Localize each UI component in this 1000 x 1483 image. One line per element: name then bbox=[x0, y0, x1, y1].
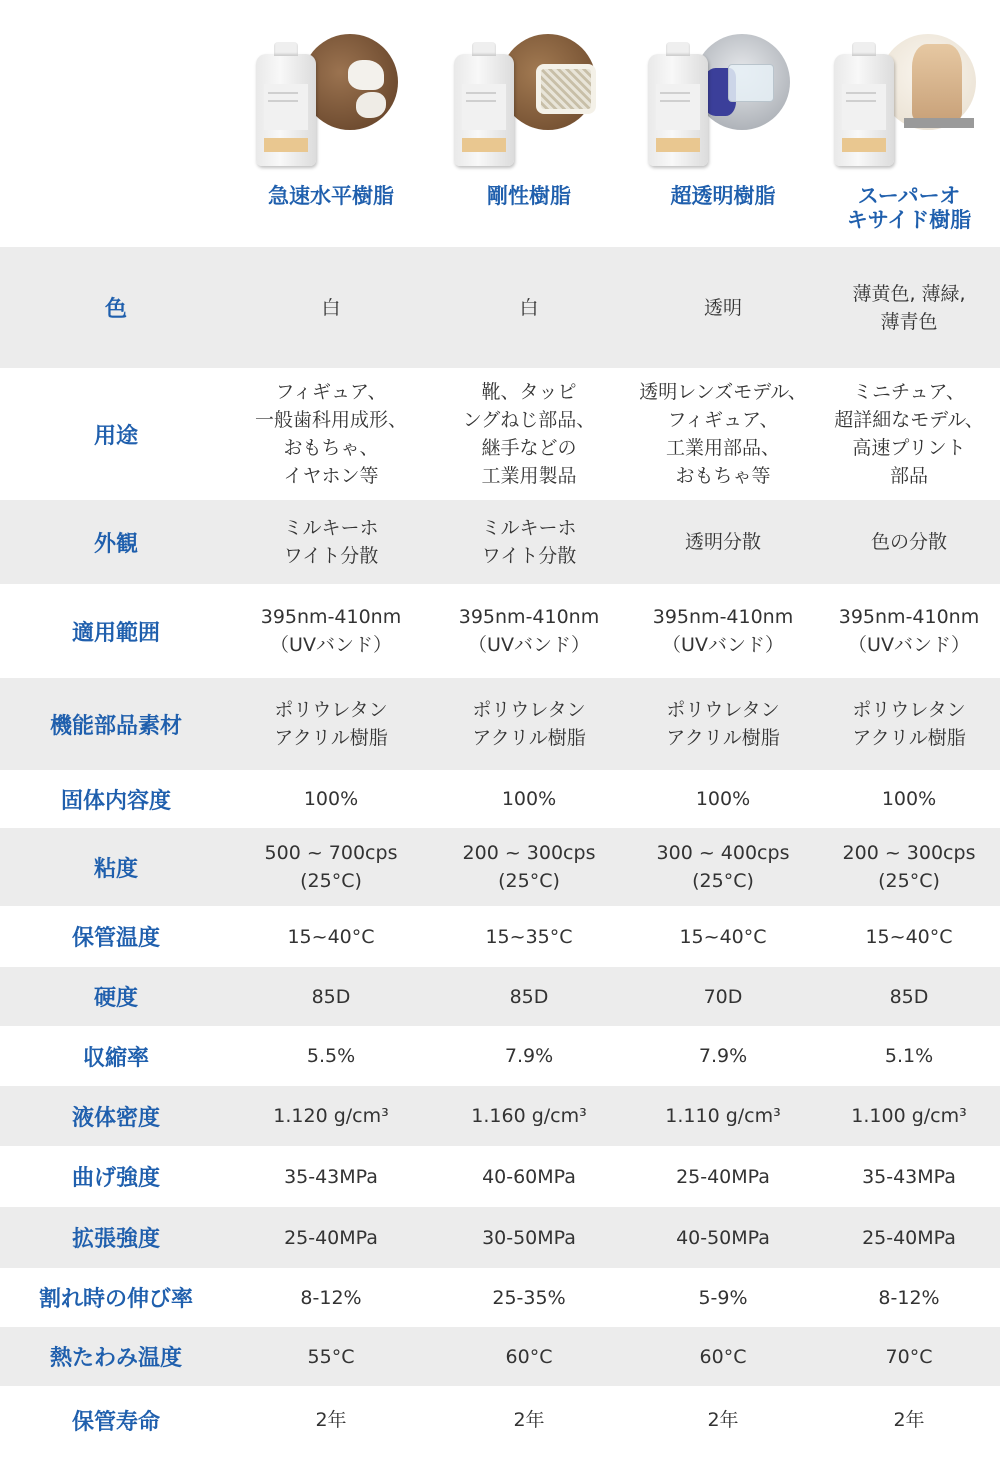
bottle-label-swatch bbox=[656, 138, 700, 152]
row-label: 硬度 bbox=[93, 986, 138, 1011]
spec-value: フィギュア、 一般歯科用成形、 おもちゃ、 イヤホン等 bbox=[254, 381, 407, 487]
spec-value: 25-35% bbox=[492, 1286, 566, 1309]
spec-value: 25-40MPa bbox=[676, 1165, 770, 1188]
spec-value: 200 ~ 300cps (25°C) bbox=[462, 842, 596, 892]
spec-value: 55°C bbox=[307, 1345, 355, 1368]
product-column-rigid bbox=[430, 0, 628, 247]
dental-model-image bbox=[348, 60, 384, 90]
spec-value: 1.160 g/cm³ bbox=[471, 1105, 587, 1127]
spec-value: 100% bbox=[501, 788, 557, 810]
spec-table bbox=[0, 247, 1000, 1454]
spec-value: ポリウレタン アクリル樹脂 bbox=[852, 699, 966, 749]
row-label: 外観 bbox=[93, 531, 138, 557]
spec-value: 40-60MPa bbox=[482, 1165, 576, 1188]
spec-value: 色の分散 bbox=[870, 531, 947, 553]
row-label: 液体密度 bbox=[71, 1105, 160, 1131]
spec-value: 300 ~ 400cps (25°C) bbox=[656, 842, 790, 892]
spec-value: 85D bbox=[509, 985, 549, 1008]
spec-value: 60°C bbox=[505, 1345, 553, 1368]
spec-value: 35-43MPa bbox=[862, 1165, 956, 1188]
spec-value: ポリウレタン アクリル樹脂 bbox=[666, 699, 780, 749]
spec-row-viscosity bbox=[0, 828, 1000, 906]
spec-value: 5.5% bbox=[306, 1045, 356, 1067]
spec-value: 白 bbox=[519, 296, 539, 319]
row-label: 曲げ強度 bbox=[71, 1166, 160, 1191]
product-header bbox=[0, 0, 1000, 247]
row-label: 拡張強度 bbox=[71, 1227, 160, 1252]
spec-value: 1.120 g/cm³ bbox=[273, 1105, 389, 1127]
spec-value: 8-12% bbox=[878, 1286, 940, 1309]
product-name: 超透明樹脂 bbox=[670, 184, 776, 208]
product-name: 急速水平樹脂 bbox=[268, 184, 394, 208]
spec-value: 35-43MPa bbox=[284, 1165, 378, 1188]
spec-value: 薄黄色, 薄緑, 薄青色 bbox=[852, 282, 966, 333]
product-column-ultra-clear bbox=[628, 0, 818, 247]
spec-value: 2年 bbox=[893, 1409, 925, 1431]
resin-bottle-image bbox=[454, 54, 514, 166]
spec-value: 透明レンズモデル、 フィギュア、 工業用部品、 おもちゃ等 bbox=[639, 381, 807, 487]
spec-value: 70D bbox=[703, 985, 743, 1008]
row-label: 固体内容度 bbox=[60, 788, 171, 814]
row-label: 収縮率 bbox=[82, 1045, 149, 1071]
spec-value: 85D bbox=[889, 985, 929, 1008]
spec-value: 靴、タッピ ングねじ部品、 継手などの 工業用製品 bbox=[462, 381, 596, 487]
spec-value: 白 bbox=[321, 296, 341, 319]
spec-value: ミルキーホ ワイト分散 bbox=[481, 517, 577, 567]
spec-value: 395nm-410nm （UVバンド） bbox=[458, 606, 600, 656]
spec-value: 7.9% bbox=[698, 1045, 748, 1067]
spec-row-color bbox=[0, 247, 1000, 368]
row-label: 粘度 bbox=[93, 856, 138, 882]
spec-value: ミニチュア、 超詳細なモデル、 高速プリント 部品 bbox=[834, 381, 984, 487]
spec-value: 透明分散 bbox=[684, 531, 761, 553]
spec-value: 15~35°C bbox=[485, 925, 573, 948]
spec-value: ポリウレタン アクリル樹脂 bbox=[472, 699, 586, 749]
spec-value: 395nm-410nm （UVバンド） bbox=[652, 606, 794, 656]
row-label: 適用範囲 bbox=[71, 620, 160, 646]
product-column-super-oxide bbox=[818, 0, 1000, 247]
spec-value: 100% bbox=[881, 788, 937, 810]
row-label: 色 bbox=[104, 297, 127, 322]
row-label: 保管寿命 bbox=[71, 1409, 160, 1435]
product-name: スーパーオ キサイド樹脂 bbox=[846, 184, 972, 232]
spec-value: 395nm-410nm （UVバンド） bbox=[260, 606, 402, 656]
spec-value: 15~40°C bbox=[865, 925, 953, 948]
row-label: 機能部品素材 bbox=[49, 713, 182, 739]
product-column-rapid-level bbox=[232, 0, 430, 247]
spec-row-storage-temp bbox=[0, 906, 1000, 967]
spec-value: 1.100 g/cm³ bbox=[851, 1105, 967, 1127]
spec-value: 1.110 g/cm³ bbox=[665, 1105, 781, 1127]
bottle-label-swatch bbox=[462, 138, 506, 152]
resin-bottle-image bbox=[648, 54, 708, 166]
product-image-super-oxide bbox=[834, 34, 984, 174]
spec-value: ポリウレタン アクリル樹脂 bbox=[274, 699, 388, 749]
header-corner bbox=[0, 0, 232, 247]
product-image-ultra-clear bbox=[648, 34, 798, 174]
spec-row-elongation bbox=[0, 1268, 1000, 1327]
spec-value: ミルキーホ ワイト分散 bbox=[283, 517, 379, 567]
spec-value: 395nm-410nm （UVバンド） bbox=[838, 606, 980, 656]
spec-row-use bbox=[0, 368, 1000, 500]
spec-value: 8-12% bbox=[300, 1286, 362, 1309]
spec-value: 15~40°C bbox=[679, 925, 767, 948]
dental-model-image bbox=[356, 92, 386, 118]
spec-value: 25-40MPa bbox=[284, 1226, 378, 1249]
spec-value: 7.9% bbox=[504, 1045, 554, 1067]
spec-value: 100% bbox=[303, 788, 359, 810]
spec-value: 60°C bbox=[699, 1345, 747, 1368]
spec-row-solid-content bbox=[0, 770, 1000, 828]
row-label: 保管温度 bbox=[71, 926, 160, 951]
spec-value: 85D bbox=[311, 985, 351, 1008]
spec-row-hardness bbox=[0, 967, 1000, 1026]
bottle-label-swatch bbox=[842, 138, 886, 152]
spec-row-tensile-strength bbox=[0, 1207, 1000, 1268]
spec-value: 2年 bbox=[513, 1409, 545, 1431]
spec-value: 30-50MPa bbox=[482, 1226, 576, 1249]
spec-value: 5-9% bbox=[698, 1286, 748, 1309]
ring-model-image bbox=[536, 64, 596, 114]
spec-row-shrinkage bbox=[0, 1026, 1000, 1086]
spec-value: 2年 bbox=[707, 1409, 739, 1431]
spec-value: 5.1% bbox=[884, 1045, 934, 1067]
product-image-rapid-level bbox=[256, 34, 406, 174]
bottle-label-swatch bbox=[264, 138, 308, 152]
resin-bottle-image bbox=[256, 54, 316, 166]
spec-row-shelf-life bbox=[0, 1386, 1000, 1454]
product-image-rigid bbox=[454, 34, 604, 174]
spec-value: 100% bbox=[695, 788, 751, 810]
spec-value: 15~40°C bbox=[287, 925, 375, 948]
spec-value: 70°C bbox=[885, 1345, 933, 1368]
build-plate-image bbox=[904, 118, 974, 128]
spec-value: 500 ~ 700cps (25°C) bbox=[264, 842, 398, 892]
row-label: 熱たわみ温度 bbox=[49, 1346, 182, 1371]
spec-value: 40-50MPa bbox=[676, 1226, 770, 1249]
product-name: 剛性樹脂 bbox=[487, 184, 571, 208]
clear-block-image bbox=[728, 64, 774, 102]
spec-row-flexural-strength bbox=[0, 1146, 1000, 1207]
row-label: 用途 bbox=[93, 423, 138, 449]
figurine-model-image bbox=[912, 44, 962, 120]
spec-row-density bbox=[0, 1086, 1000, 1146]
spec-row-wavelength bbox=[0, 584, 1000, 678]
spec-row-appearance bbox=[0, 500, 1000, 584]
spec-value: 25-40MPa bbox=[862, 1226, 956, 1249]
spec-value: 透明 bbox=[703, 296, 742, 319]
spec-row-heat-deflection bbox=[0, 1327, 1000, 1386]
spec-value: 2年 bbox=[315, 1409, 347, 1431]
spec-value: 200 ~ 300cps (25°C) bbox=[842, 842, 976, 892]
spec-row-material bbox=[0, 678, 1000, 770]
resin-bottle-image bbox=[834, 54, 894, 166]
row-label: 割れ時の伸び率 bbox=[38, 1287, 193, 1312]
